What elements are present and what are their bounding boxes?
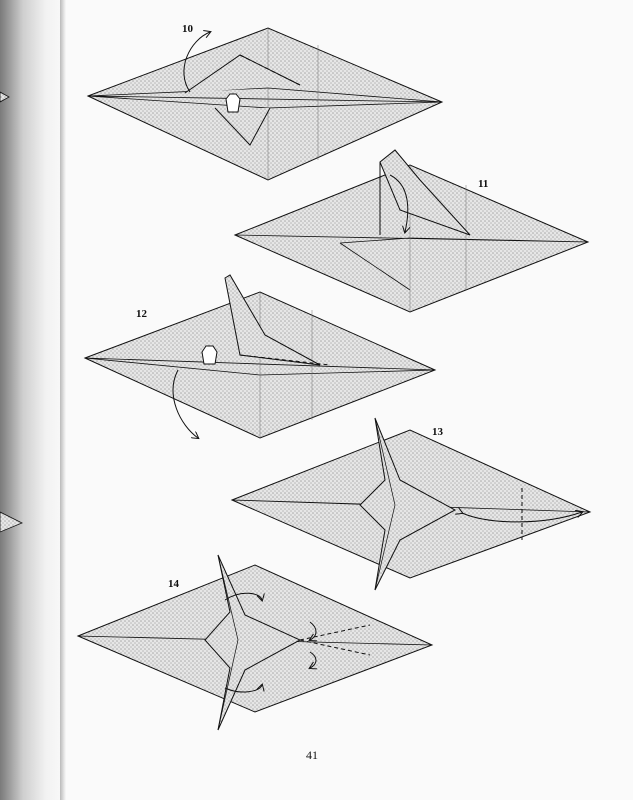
step-number-11: 11 xyxy=(478,178,489,190)
step-number-10: 10 xyxy=(182,23,193,35)
step-number-12: 12 xyxy=(136,308,147,320)
diagram-step-11 xyxy=(235,150,588,312)
step-number-14: 14 xyxy=(168,578,179,590)
step-number-13: 13 xyxy=(432,426,443,438)
left-page-fragment-top xyxy=(0,92,9,102)
page-number: 41 xyxy=(306,748,318,762)
left-page-fragment-bottom xyxy=(0,512,22,532)
diagram-step-13 xyxy=(232,418,590,590)
